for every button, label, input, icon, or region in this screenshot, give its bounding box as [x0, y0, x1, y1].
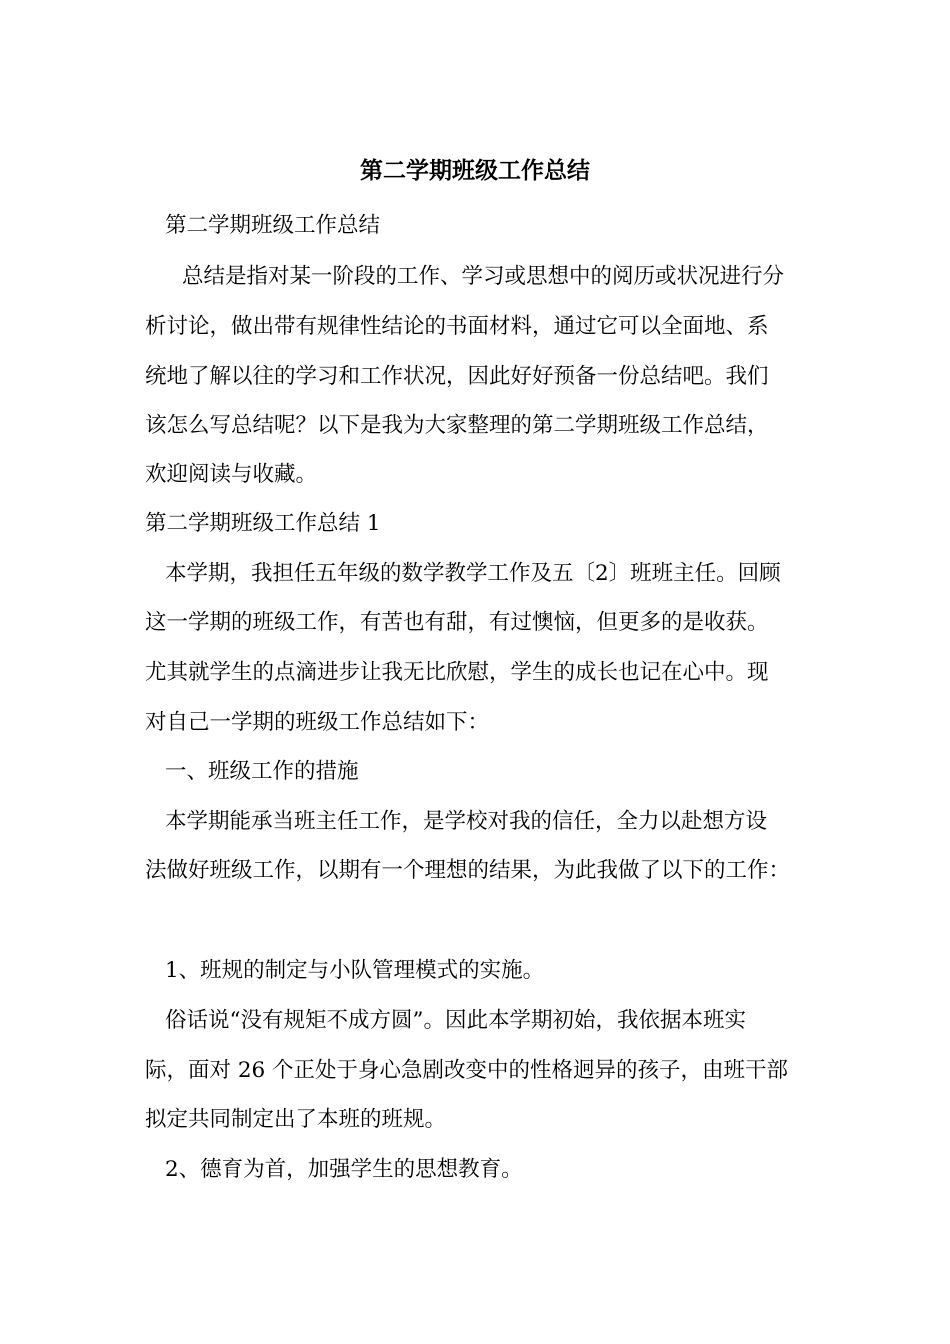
document-title: 第二学期班级工作总结: [360, 157, 590, 184]
list-item: 1、班规的制定与小队管理模式的实施。: [165, 958, 545, 983]
paragraph-line: 拟定共同制定出了本班的班规。: [145, 1107, 447, 1132]
list-item: 2、德育为首，加强学生的思想教育。: [165, 1157, 523, 1182]
paragraph-line: 欢迎阅读与收藏。: [145, 462, 318, 487]
section-heading: 第二学期班级工作总结 1: [145, 511, 381, 536]
section-heading: 一、班级工作的措施: [165, 759, 359, 784]
paragraph-line: 法做好班级工作，以期有一个理想的结果，为此我做了以下的工作：: [145, 858, 791, 883]
paragraph-line: 本学期，我担任五年级的数学教学工作及五〔2〕班班主任。回顾: [165, 561, 781, 586]
paragraph-line: 统地了解以往的学习和工作状况，因此好好预备一份总结吧。我们: [145, 364, 769, 389]
paragraph-line: 俗话说“没有规矩不成方圆”。因此本学期初始，我依据本班实: [165, 1008, 746, 1033]
paragraph-line: 该怎么写总结呢？以下是我为大家整理的第二学期班级工作总结，: [145, 413, 769, 438]
paragraph-line: 对自己一学期的班级工作总结如下：: [145, 710, 490, 735]
paragraph-line: 际，面对 26 个正处于身心急剧改变中的性格迥异的孩子，由班干部: [145, 1058, 789, 1083]
paragraph-line: 尤其就学生的点滴进步让我无比欣慰，学生的成长也记在心中。现: [145, 660, 769, 685]
paragraph-line: 析讨论，做出带有规律性结论的书面材料，通过它可以全面地、系: [145, 314, 769, 339]
paragraph-line: 总结是指对某一阶段的工作、学习或思想中的阅历或状况进行分: [182, 264, 785, 289]
subtitle-line: 第二学期班级工作总结: [165, 213, 381, 238]
paragraph-line: 本学期能承当班主任工作，是学校对我的信任，全力以赴想方设: [165, 809, 768, 834]
paragraph-line: 这一学期的班级工作，有苦也有甜，有过懊恼，但更多的是收获。: [145, 610, 769, 635]
